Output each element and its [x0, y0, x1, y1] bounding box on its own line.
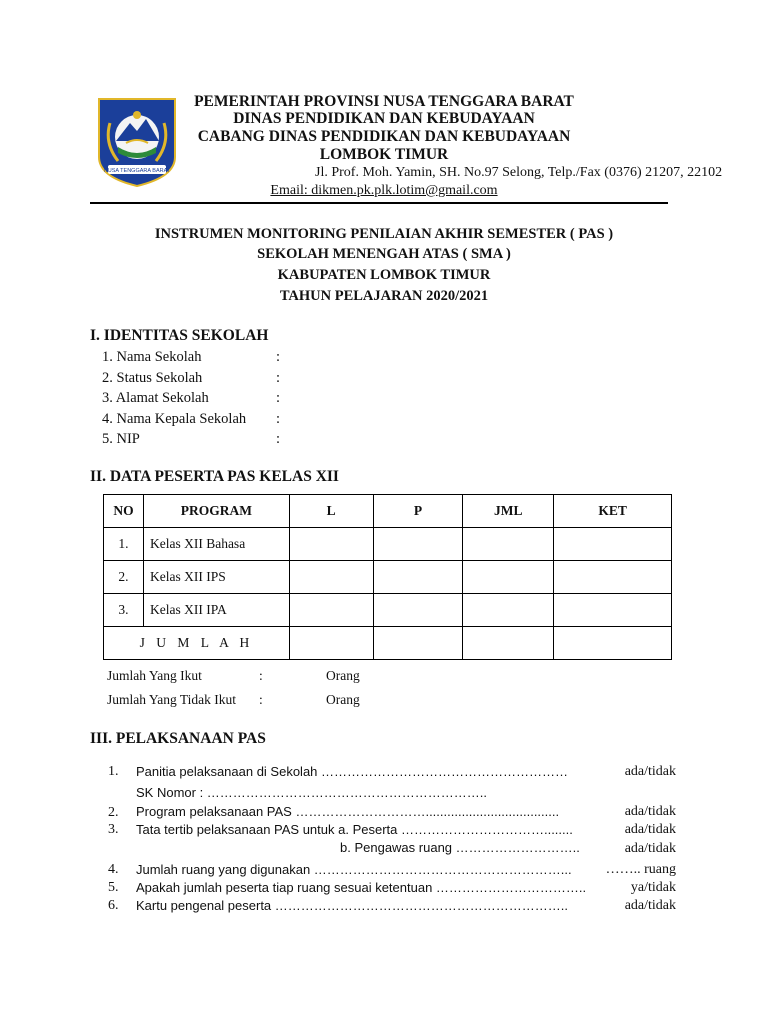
- table-row: [104, 561, 672, 594]
- identitas-colon: :: [276, 411, 281, 427]
- peserta-table: [103, 494, 672, 660]
- item-answer: ada/tidak: [624, 898, 676, 913]
- item-number: 1.: [108, 764, 119, 779]
- total-label: J U M L A H: [104, 627, 290, 660]
- table-total-row: [104, 627, 672, 660]
- item-answer: …….. ruang: [605, 862, 676, 877]
- identitas-item: 3. Alamat Sekolah: [102, 390, 209, 406]
- header-email: Email: dikmen.pk.plk.lotim@gmail.com: [270, 183, 498, 198]
- item-answer: ada/tidak: [624, 804, 676, 819]
- table-row: [104, 594, 672, 627]
- identitas-item: 5. NIP: [102, 431, 140, 447]
- item-answer: ya/tidak: [630, 880, 676, 895]
- section-identitas-heading: I. IDENTITAS SEKOLAH: [90, 327, 269, 344]
- item-text: Apakah jumlah peserta tiap ruang sesuai ketentuan ……………………………..: [136, 880, 587, 895]
- cell-p: [373, 594, 463, 627]
- identitas-item: 4. Nama Kepala Sekolah: [102, 411, 247, 427]
- item-number: 4.: [108, 862, 119, 877]
- header-line-2: DINAS PENDIDIKAN DAN KEBUDAYAAN: [233, 110, 535, 127]
- identitas-item: 2. Status Sekolah: [102, 370, 203, 386]
- row-program: Kelas XII IPA: [143, 594, 289, 627]
- summary-label: Jumlah Yang Tidak Ikut: [107, 692, 237, 707]
- item-number: 5.: [108, 880, 119, 895]
- item-text: b. Pengawas ruang ………………………..: [340, 840, 580, 855]
- row-no: 3.: [104, 594, 144, 627]
- table-row: [104, 528, 672, 561]
- cell-p: [373, 528, 463, 561]
- item-number: 3.: [108, 822, 119, 837]
- row-no: 2.: [104, 561, 144, 594]
- table-header-row: [104, 495, 672, 528]
- item-answer: ada/tidak: [624, 822, 676, 837]
- cell-jml: [463, 528, 554, 561]
- section-peserta-heading: II. DATA PESERTA PAS KELAS XII: [90, 468, 339, 485]
- header-line-3: CABANG DINAS PENDIDIKAN DAN KEBUDAYAAN: [197, 128, 571, 145]
- cell-ket: [554, 594, 672, 627]
- cell-l: [289, 561, 373, 594]
- item-text: Kartu pengenal peserta …………………………………………………………..: [136, 898, 568, 913]
- row-program: Kelas XII IPS: [143, 561, 289, 594]
- item-number: 6.: [108, 898, 119, 913]
- item-text: Program pelaksanaan PAS ………………………….....................................: [136, 804, 560, 819]
- title-line-3: KABUPATEN LOMBOK TIMUR: [277, 267, 491, 283]
- identitas-colon: :: [276, 390, 281, 406]
- identitas-colon: :: [276, 370, 281, 386]
- title-line-2: SEKOLAH MENENGAH ATAS ( SMA ): [257, 246, 511, 262]
- title-line-4: TAHUN PELAJARAN 2020/2021: [279, 288, 489, 304]
- cell-jml: [463, 627, 554, 660]
- header-address: Jl. Prof. Moh. Yamin, SH. No.97 Selong, Telp./Fax (0376) 21207, 22102: [315, 165, 723, 180]
- row-no: 1.: [104, 528, 144, 561]
- header-line-4: LOMBOK TIMUR: [319, 146, 449, 163]
- cell-l: [289, 594, 373, 627]
- title-line-1: INSTRUMEN MONITORING PENILAIAN AKHIR SEMESTER ( PAS ): [154, 226, 614, 242]
- col-program: PROGRAM: [143, 495, 289, 528]
- cell-ket: [554, 627, 672, 660]
- cell-ket: [554, 528, 672, 561]
- cell-jml: [463, 594, 554, 627]
- section-pelaksanaan-heading: III. PELAKSANAAN PAS: [90, 730, 266, 747]
- cell-ket: [554, 561, 672, 594]
- col-l: L: [289, 495, 373, 528]
- item-text: Jumlah ruang yang digunakan …………………………………………………...: [136, 862, 572, 877]
- cell-jml: [463, 561, 554, 594]
- logo-banner-text: NUSA TENGGARA BARAT: [103, 168, 171, 174]
- cell-p: [373, 627, 463, 660]
- col-p: P: [373, 495, 463, 528]
- summary-colon: :: [259, 668, 263, 683]
- item-text: SK Nomor : ………………………………………………………..: [136, 785, 488, 800]
- col-jml: JML: [463, 495, 554, 528]
- header-line-1: PEMERINTAH PROVINSI NUSA TENGGARA BARAT: [194, 93, 574, 110]
- identitas-item: 1. Nama Sekolah: [102, 349, 202, 365]
- item-text: Panitia pelaksanaan di Sekolah …………………………………………………: [136, 764, 569, 779]
- summary-colon: :: [259, 692, 263, 707]
- summary-unit: Orang: [326, 692, 360, 707]
- item-answer: ada/tidak: [624, 841, 676, 856]
- identitas-colon: :: [276, 431, 281, 447]
- item-text: Tata tertib pelaksanaan PAS untuk a. Peserta ……………………………........: [136, 822, 573, 837]
- item-answer: ada/tidak: [624, 764, 676, 779]
- col-ket: KET: [554, 495, 672, 528]
- cell-p: [373, 561, 463, 594]
- item-number: 2.: [108, 805, 119, 820]
- row-program: Kelas XII Bahasa: [143, 528, 289, 561]
- summary-unit: Orang: [326, 668, 360, 683]
- identitas-colon: :: [276, 349, 281, 365]
- header-divider: [90, 202, 668, 204]
- cell-l: [289, 528, 373, 561]
- summary-label: Jumlah Yang Ikut: [107, 668, 202, 683]
- cell-l: [289, 627, 373, 660]
- col-no: NO: [104, 495, 144, 528]
